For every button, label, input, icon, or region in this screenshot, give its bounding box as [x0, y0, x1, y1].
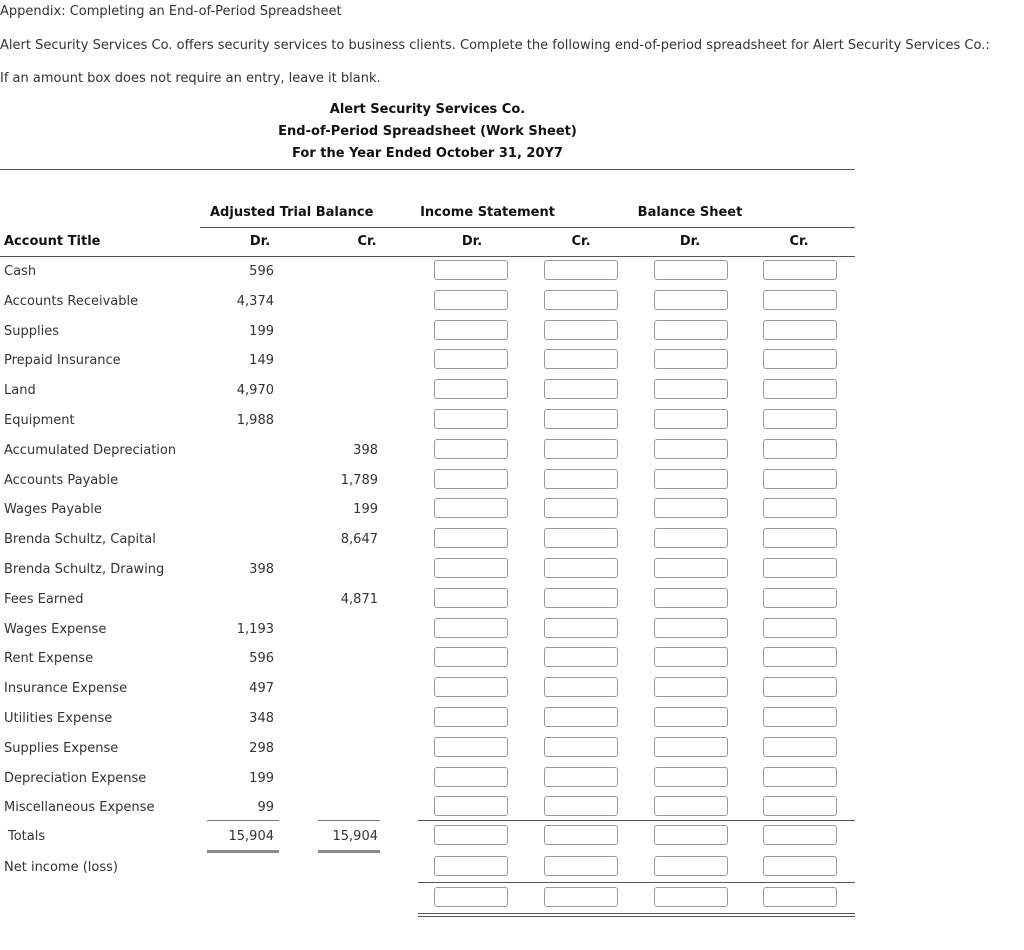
totals-top-rule — [418, 820, 855, 821]
bs-cr-input[interactable] — [763, 707, 837, 727]
atb-dr-amount: 596 — [249, 264, 274, 279]
account-title: Miscellaneous Expense — [4, 800, 155, 815]
is-dr-input[interactable] — [434, 647, 508, 667]
account-title: Accounts Receivable — [4, 294, 139, 309]
is-dr-input[interactable] — [434, 409, 508, 429]
atb-dr-amount: 199 — [249, 771, 274, 786]
is-dr-input[interactable] — [434, 737, 508, 757]
is-dr-input[interactable] — [434, 528, 508, 548]
bs-cr-input[interactable] — [763, 796, 837, 816]
atb-cr-amount: 398 — [353, 443, 378, 458]
is-dr-input[interactable] — [434, 379, 508, 399]
is-dr-input[interactable] — [434, 618, 508, 638]
account-title: Rent Expense — [4, 651, 94, 666]
is-cr-input[interactable] — [544, 647, 618, 667]
bs-dr-input[interactable] — [654, 558, 728, 578]
atb-dr-amount: 596 — [249, 651, 274, 666]
bs-cr-input[interactable] — [763, 290, 837, 310]
net-income-bs-cr-input[interactable] — [763, 856, 837, 876]
atb-header: Adjusted Trial Balance — [210, 205, 374, 220]
is-cr-header: Cr. — [571, 234, 591, 249]
bs-cr-input[interactable] — [763, 558, 837, 578]
atb-dr-amount: 4,374 — [236, 294, 274, 309]
is-cr-input[interactable] — [544, 528, 618, 548]
bs-cr-input[interactable] — [763, 528, 837, 548]
is-cr-input[interactable] — [544, 290, 618, 310]
atb-dr-double-rule — [207, 850, 279, 853]
final-rule-2 — [418, 916, 855, 917]
is-dr-input[interactable] — [434, 290, 508, 310]
is-cr-input[interactable] — [544, 677, 618, 697]
statement-name: End-of-Period Spreadsheet (Work Sheet) — [278, 124, 577, 139]
bs-dr-input[interactable] — [654, 498, 728, 518]
column-header-divider — [0, 256, 855, 257]
is-dr-input[interactable] — [434, 767, 508, 787]
is-cr-input[interactable] — [544, 618, 618, 638]
account-title: Land — [4, 383, 36, 398]
account-title: Wages Payable — [4, 502, 102, 517]
bs-dr-input[interactable] — [654, 290, 728, 310]
balance-sheet-header: Balance Sheet — [637, 205, 743, 220]
is-cr-input[interactable] — [544, 320, 618, 340]
instruction-text: Alert Security Services Co. offers security services to business clients. Complete the following end-of-period spreadsheet for Alert Security Services Co.: — [0, 38, 990, 53]
account-title: Prepaid Insurance — [4, 353, 121, 368]
is-dr-input[interactable] — [434, 677, 508, 697]
net-income-label: Net income (loss) — [4, 860, 118, 875]
net-income-is-dr-input[interactable] — [434, 856, 508, 876]
account-title: Supplies — [4, 324, 59, 339]
net-income-is-cr-input[interactable] — [544, 856, 618, 876]
atb-dr-header: Dr. — [249, 234, 271, 249]
is-cr-input[interactable] — [544, 498, 618, 518]
atb-dr-total: 15,904 — [228, 829, 274, 844]
is-dr-input[interactable] — [434, 707, 508, 727]
bs-dr-input[interactable] — [654, 379, 728, 399]
atb-cr-amount: 4,871 — [340, 592, 378, 607]
is-cr-input[interactable] — [544, 796, 618, 816]
is-dr-input[interactable] — [434, 349, 508, 369]
account-title: Accumulated Depreciation — [4, 443, 177, 458]
account-title: Equipment — [4, 413, 75, 428]
bs-dr-input[interactable] — [654, 677, 728, 697]
bs-cr-input[interactable] — [763, 409, 837, 429]
is-dr-input[interactable] — [434, 498, 508, 518]
is-cr-input[interactable] — [544, 439, 618, 459]
bs-cr-header: Cr. — [789, 234, 809, 249]
bs-dr-input[interactable] — [654, 707, 728, 727]
bs-dr-input[interactable] — [654, 320, 728, 340]
atb-dr-total-rule — [207, 820, 279, 821]
account-title: Wages Expense — [4, 622, 107, 637]
atb-dr-amount: 199 — [249, 324, 274, 339]
final-total-is-dr-input[interactable] — [434, 887, 508, 907]
net-income-rule — [418, 882, 855, 883]
is-dr-input[interactable] — [434, 260, 508, 280]
bs-dr-input[interactable] — [654, 349, 728, 369]
atb-dr-amount: 149 — [249, 353, 274, 368]
title-divider — [0, 169, 855, 170]
is-cr-input[interactable] — [544, 737, 618, 757]
bs-dr-input[interactable] — [654, 528, 728, 548]
is-cr-input[interactable] — [544, 588, 618, 608]
blank-note: If an amount box does not require an entry, leave it blank. — [0, 71, 381, 86]
bs-cr-input[interactable] — [763, 647, 837, 667]
bs-cr-input[interactable] — [763, 677, 837, 697]
bs-dr-input[interactable] — [654, 796, 728, 816]
bs-dr-input[interactable] — [654, 647, 728, 667]
atb-dr-amount: 99 — [257, 800, 274, 815]
is-dr-input[interactable] — [434, 320, 508, 340]
account-title: Depreciation Expense — [4, 771, 147, 786]
bs-cr-input[interactable] — [763, 618, 837, 638]
bs-dr-input[interactable] — [654, 469, 728, 489]
is-cr-input[interactable] — [544, 767, 618, 787]
bs-dr-input[interactable] — [654, 439, 728, 459]
account-title-header: Account Title — [4, 234, 101, 249]
section-heading: Appendix: Completing an End-of-Period Spreadsheet — [0, 4, 342, 19]
is-cr-input[interactable] — [544, 409, 618, 429]
is-dr-input[interactable] — [434, 469, 508, 489]
atb-dr-amount: 348 — [249, 711, 274, 726]
account-title: Brenda Schultz, Capital — [4, 532, 156, 547]
final-rule-1 — [418, 913, 855, 914]
account-title: Brenda Schultz, Drawing — [4, 562, 165, 577]
bs-dr-input[interactable] — [654, 260, 728, 280]
account-title: Utilities Expense — [4, 711, 113, 726]
bs-cr-input[interactable] — [763, 260, 837, 280]
bs-cr-input[interactable] — [763, 469, 837, 489]
is-cr-input[interactable] — [544, 469, 618, 489]
atb-dr-amount: 1,193 — [236, 622, 274, 637]
final-total-is-cr-input[interactable] — [544, 887, 618, 907]
atb-cr-double-rule — [318, 850, 380, 853]
net-income-bs-dr-input[interactable] — [654, 856, 728, 876]
is-dr-header: Dr. — [461, 234, 483, 249]
is-cr-input[interactable] — [544, 260, 618, 280]
account-title: Accounts Payable — [4, 473, 119, 488]
atb-cr-total: 15,904 — [332, 829, 378, 844]
is-dr-input[interactable] — [434, 588, 508, 608]
is-cr-input[interactable] — [544, 379, 618, 399]
is-dr-input[interactable] — [434, 439, 508, 459]
bs-cr-input[interactable] — [763, 379, 837, 399]
bs-dr-input[interactable] — [654, 767, 728, 787]
bs-cr-input[interactable] — [763, 320, 837, 340]
account-title: Fees Earned — [4, 592, 84, 607]
bs-cr-input[interactable] — [763, 588, 837, 608]
bs-cr-input[interactable] — [763, 737, 837, 757]
atb-dr-amount: 497 — [249, 681, 274, 696]
bs-cr-input[interactable] — [763, 439, 837, 459]
bs-dr-input[interactable] — [654, 618, 728, 638]
bs-dr-header: Dr. — [679, 234, 701, 249]
final-total-bs-cr-input[interactable] — [763, 887, 837, 907]
income-statement-header: Income Statement — [420, 205, 555, 220]
bs-cr-input[interactable] — [763, 767, 837, 787]
atb-cr-header: Cr. — [357, 234, 377, 249]
atb-cr-amount: 199 — [353, 502, 378, 517]
bs-dr-input[interactable] — [654, 409, 728, 429]
is-dr-input[interactable] — [434, 796, 508, 816]
atb-cr-amount: 1,789 — [340, 473, 378, 488]
account-title: Cash — [4, 264, 37, 279]
is-cr-input[interactable] — [544, 349, 618, 369]
totals-is-cr-input[interactable] — [544, 825, 618, 845]
account-title: Supplies Expense — [4, 741, 119, 756]
atb-cr-total-rule — [318, 820, 380, 821]
final-total-bs-dr-input[interactable] — [654, 887, 728, 907]
bs-dr-input[interactable] — [654, 737, 728, 757]
atb-cr-amount: 8,647 — [340, 532, 378, 547]
atb-dr-amount: 298 — [249, 741, 274, 756]
totals-bs-cr-input[interactable] — [763, 825, 837, 845]
group-header-divider — [200, 227, 855, 228]
atb-dr-amount: 1,988 — [236, 413, 274, 428]
is-cr-input[interactable] — [544, 707, 618, 727]
is-cr-input[interactable] — [544, 558, 618, 578]
bs-dr-input[interactable] — [654, 588, 728, 608]
atb-dr-amount: 4,970 — [236, 383, 274, 398]
bs-cr-input[interactable] — [763, 349, 837, 369]
totals-bs-dr-input[interactable] — [654, 825, 728, 845]
totals-label: Totals — [8, 829, 46, 844]
account-title: Insurance Expense — [4, 681, 128, 696]
is-dr-input[interactable] — [434, 558, 508, 578]
atb-dr-amount: 398 — [249, 562, 274, 577]
company-name: Alert Security Services Co. — [329, 102, 526, 117]
statement-period: For the Year Ended October 31, 20Y7 — [292, 146, 563, 161]
totals-is-dr-input[interactable] — [434, 825, 508, 845]
bs-cr-input[interactable] — [763, 498, 837, 518]
